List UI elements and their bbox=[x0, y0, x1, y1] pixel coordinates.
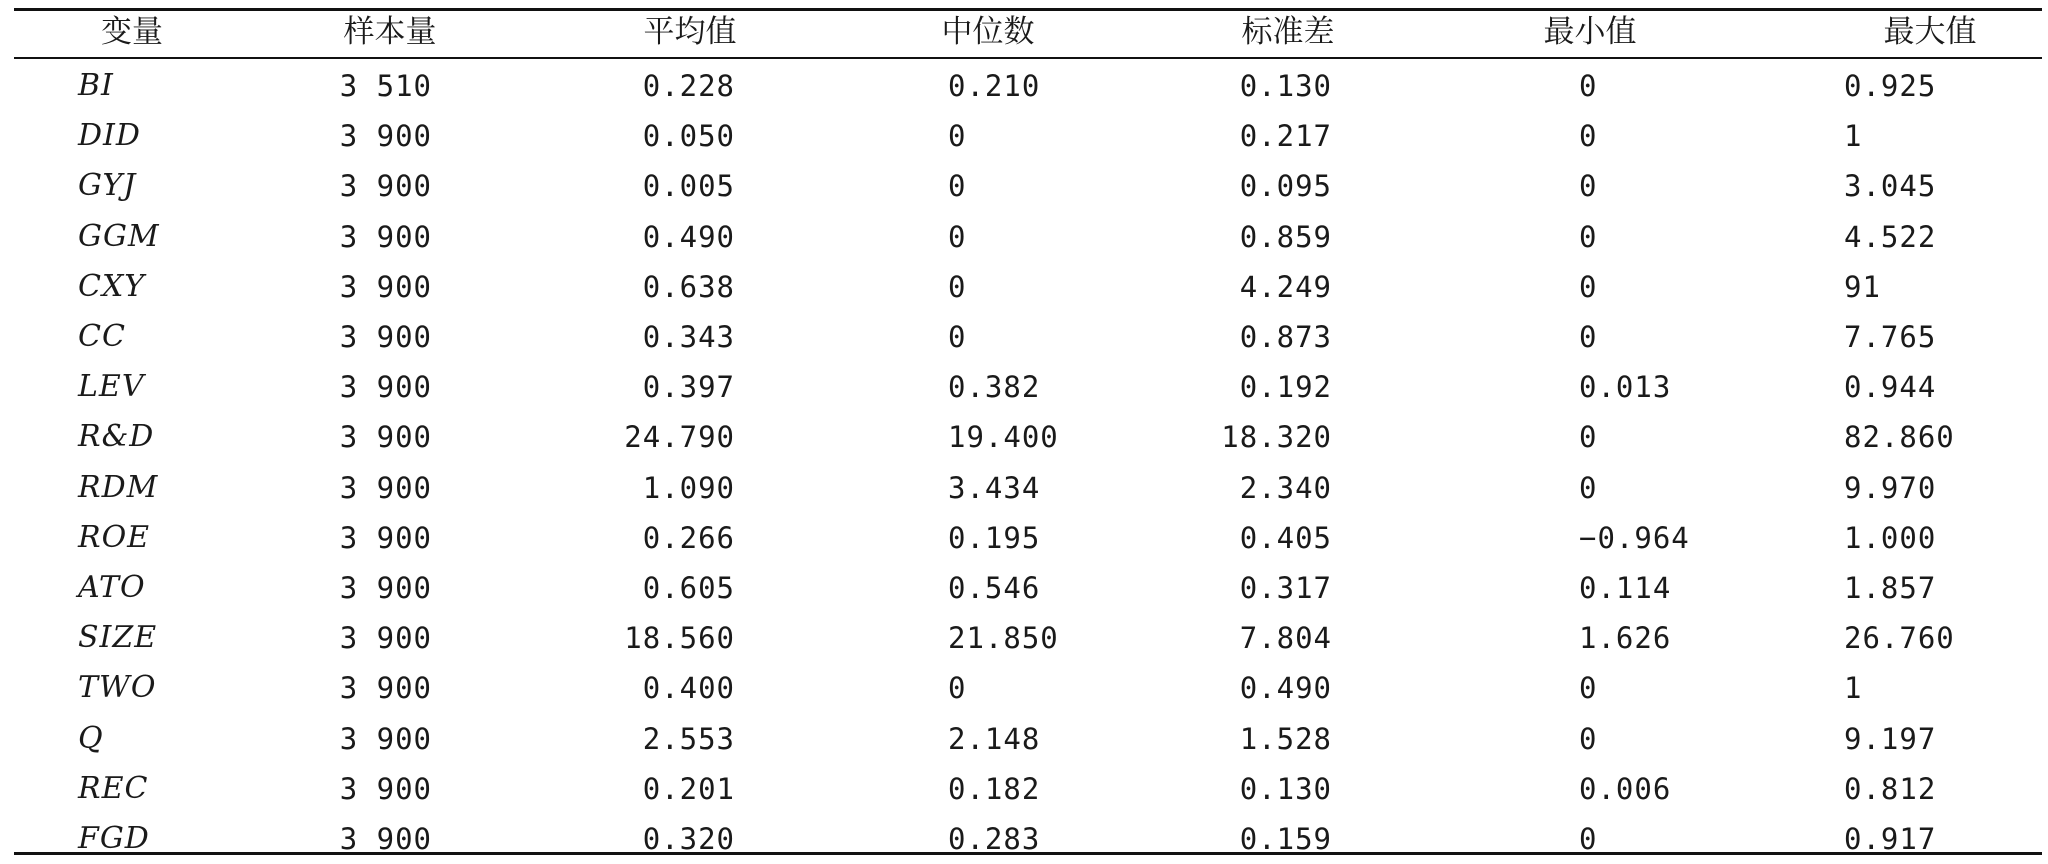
cell-std-dev: 0.130 bbox=[1239, 772, 1332, 806]
cell-variable: SIZE bbox=[78, 620, 158, 655]
cell-variable: REC bbox=[78, 771, 149, 806]
cell-mean: 0.400 bbox=[642, 671, 735, 705]
cell-variable: ROE bbox=[78, 520, 151, 555]
header-median: 中位数 bbox=[941, 14, 1035, 50]
cell-sample-size: 3 900 bbox=[339, 521, 432, 555]
cell-variable: FGD bbox=[78, 821, 150, 856]
cell-variable: Q bbox=[78, 721, 104, 756]
cell-median: 0 bbox=[948, 270, 967, 304]
cell-sample-size: 3 900 bbox=[339, 772, 432, 806]
cell-min: 0.013 bbox=[1579, 370, 1672, 404]
cell-min: 0 bbox=[1579, 671, 1598, 705]
cell-sample-size: 3 900 bbox=[339, 320, 432, 354]
header-sample-size: 样本量 bbox=[343, 14, 437, 50]
cell-min: 0 bbox=[1579, 320, 1598, 354]
cell-std-dev: 2.340 bbox=[1239, 471, 1332, 505]
cell-min: 0 bbox=[1579, 220, 1598, 254]
cell-std-dev: 0.859 bbox=[1239, 220, 1332, 254]
cell-max: 82.860 bbox=[1844, 420, 1955, 454]
cell-max: 26.760 bbox=[1844, 621, 1955, 655]
cell-min: −0.964 bbox=[1579, 521, 1690, 555]
cell-mean: 0.005 bbox=[642, 169, 735, 203]
cell-variable: GGM bbox=[78, 219, 160, 254]
cell-min: 0 bbox=[1579, 119, 1598, 153]
cell-variable: LEV bbox=[78, 369, 145, 404]
cell-max: 0.917 bbox=[1844, 822, 1937, 856]
cell-min: 0 bbox=[1579, 69, 1598, 103]
cell-median: 0.382 bbox=[948, 370, 1041, 404]
cell-max: 0.925 bbox=[1844, 69, 1937, 103]
header-max: 最大值 bbox=[1883, 14, 1977, 50]
cell-min: 0 bbox=[1579, 420, 1598, 454]
header-variable: 变量 bbox=[101, 14, 163, 50]
cell-mean: 0.638 bbox=[642, 270, 735, 304]
header-mean: 平均值 bbox=[643, 14, 737, 50]
cell-median: 0 bbox=[948, 169, 967, 203]
cell-median: 0.283 bbox=[948, 822, 1041, 856]
cell-min: 0.114 bbox=[1579, 571, 1672, 605]
cell-sample-size: 3 900 bbox=[339, 420, 432, 454]
cell-min: 0.006 bbox=[1579, 772, 1672, 806]
cell-mean: 0.343 bbox=[642, 320, 735, 354]
cell-median: 0 bbox=[948, 119, 967, 153]
cell-mean: 1.090 bbox=[642, 471, 735, 505]
cell-median: 2.148 bbox=[948, 722, 1041, 756]
cell-std-dev: 0.317 bbox=[1239, 571, 1332, 605]
cell-std-dev: 0.192 bbox=[1239, 370, 1332, 404]
cell-mean: 0.228 bbox=[642, 69, 735, 103]
cell-std-dev: 0.873 bbox=[1239, 320, 1332, 354]
cell-max: 1.000 bbox=[1844, 521, 1937, 555]
cell-median: 0.546 bbox=[948, 571, 1041, 605]
cell-variable: TWO bbox=[78, 670, 157, 705]
cell-sample-size: 3 900 bbox=[339, 621, 432, 655]
cell-variable: CXY bbox=[78, 269, 146, 304]
cell-sample-size: 3 900 bbox=[339, 571, 432, 605]
cell-variable: ATO bbox=[78, 570, 146, 605]
cell-max: 1.857 bbox=[1844, 571, 1937, 605]
cell-min: 0 bbox=[1579, 722, 1598, 756]
cell-max: 0.944 bbox=[1844, 370, 1937, 404]
cell-std-dev: 1.528 bbox=[1239, 722, 1332, 756]
cell-std-dev: 0.217 bbox=[1239, 119, 1332, 153]
cell-sample-size: 3 900 bbox=[339, 119, 432, 153]
cell-max: 1 bbox=[1844, 119, 1863, 153]
table-header-rule bbox=[14, 57, 2042, 59]
cell-sample-size: 3 900 bbox=[339, 270, 432, 304]
cell-sample-size: 3 900 bbox=[339, 722, 432, 756]
cell-variable: DID bbox=[78, 118, 141, 153]
cell-median: 19.400 bbox=[948, 420, 1059, 454]
cell-median: 3.434 bbox=[948, 471, 1041, 505]
cell-sample-size: 3 900 bbox=[339, 671, 432, 705]
cell-median: 0 bbox=[948, 320, 967, 354]
cell-std-dev: 0.490 bbox=[1239, 671, 1332, 705]
cell-max: 3.045 bbox=[1844, 169, 1937, 203]
cell-mean: 0.266 bbox=[642, 521, 735, 555]
cell-max: 1 bbox=[1844, 671, 1863, 705]
cell-std-dev: 0.130 bbox=[1239, 69, 1332, 103]
cell-std-dev: 18.320 bbox=[1221, 420, 1332, 454]
cell-median: 0.182 bbox=[948, 772, 1041, 806]
cell-max: 9.197 bbox=[1844, 722, 1937, 756]
header-std-dev: 标准差 bbox=[1241, 14, 1335, 50]
cell-mean: 0.201 bbox=[642, 772, 735, 806]
cell-min: 1.626 bbox=[1579, 621, 1672, 655]
cell-mean: 2.553 bbox=[642, 722, 735, 756]
cell-sample-size: 3 900 bbox=[339, 370, 432, 404]
cell-variable: CC bbox=[78, 319, 126, 354]
header-min: 最小值 bbox=[1543, 14, 1637, 50]
cell-median: 0.195 bbox=[948, 521, 1041, 555]
cell-sample-size: 3 900 bbox=[339, 169, 432, 203]
cell-std-dev: 0.095 bbox=[1239, 169, 1332, 203]
cell-variable: R&D bbox=[78, 419, 155, 454]
table-top-rule bbox=[14, 8, 2042, 11]
cell-std-dev: 4.249 bbox=[1239, 270, 1332, 304]
cell-median: 21.850 bbox=[948, 621, 1059, 655]
cell-sample-size: 3 900 bbox=[339, 471, 432, 505]
cell-sample-size: 3 900 bbox=[339, 220, 432, 254]
cell-std-dev: 0.405 bbox=[1239, 521, 1332, 555]
cell-sample-size: 3 900 bbox=[339, 822, 432, 856]
cell-max: 9.970 bbox=[1844, 471, 1937, 505]
cell-max: 4.522 bbox=[1844, 220, 1937, 254]
cell-min: 0 bbox=[1579, 471, 1598, 505]
cell-mean: 0.050 bbox=[642, 119, 735, 153]
cell-mean: 0.397 bbox=[642, 370, 735, 404]
cell-std-dev: 0.159 bbox=[1239, 822, 1332, 856]
cell-variable: RDM bbox=[78, 470, 159, 505]
cell-max: 91 bbox=[1844, 270, 1881, 304]
cell-min: 0 bbox=[1579, 822, 1598, 856]
cell-variable: BI bbox=[78, 68, 114, 103]
cell-mean: 24.790 bbox=[624, 420, 735, 454]
cell-max: 0.812 bbox=[1844, 772, 1937, 806]
cell-min: 0 bbox=[1579, 270, 1598, 304]
cell-mean: 0.605 bbox=[642, 571, 735, 605]
cell-variable: GYJ bbox=[78, 168, 137, 203]
cell-max: 7.765 bbox=[1844, 320, 1937, 354]
cell-min: 0 bbox=[1579, 169, 1598, 203]
cell-median: 0 bbox=[948, 671, 967, 705]
cell-median: 0 bbox=[948, 220, 967, 254]
cell-mean: 0.320 bbox=[642, 822, 735, 856]
cell-mean: 0.490 bbox=[642, 220, 735, 254]
cell-mean: 18.560 bbox=[624, 621, 735, 655]
cell-sample-size: 3 510 bbox=[339, 69, 432, 103]
cell-median: 0.210 bbox=[948, 69, 1041, 103]
cell-std-dev: 7.804 bbox=[1239, 621, 1332, 655]
